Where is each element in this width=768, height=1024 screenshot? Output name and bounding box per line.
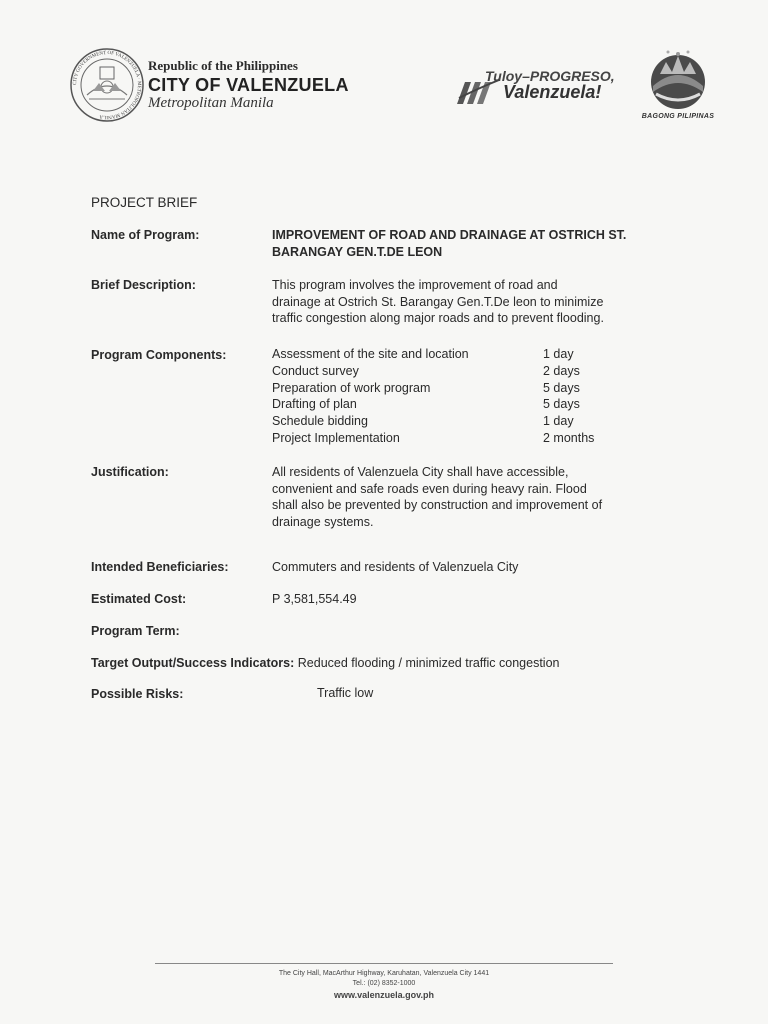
- component-name: Schedule bidding: [272, 414, 368, 429]
- beneficiaries: Commuters and residents of Valenzuela City: [272, 560, 519, 574]
- component-duration: 1 day: [543, 347, 574, 361]
- bagong-pilipinas-label: BAGONG PILIPINAS: [641, 113, 715, 120]
- city-seal-icon: [69, 47, 145, 123]
- component-name: Drafting of plan: [272, 397, 357, 412]
- description-line: drainage at Ostrich St. Barangay Gen.T.De leon to minimize: [272, 294, 604, 309]
- justification: [272, 464, 602, 530]
- justification-line: convenient and safe roads even during heavy rain. Flood: [272, 481, 587, 496]
- footer-tel: Tel.: (02) 8352-1000: [352, 980, 416, 987]
- program-name-line: BARANGAY GEN.T.DE LEON: [272, 244, 443, 259]
- program-name: [272, 227, 626, 260]
- component-row: [272, 396, 612, 413]
- component-name: Preparation of work program: [272, 380, 431, 395]
- component-row: [272, 363, 612, 380]
- tagline-line1: Tuloy–PROGRESO,: [485, 68, 615, 84]
- justification-line: shall also be prevented by construction and improvement of: [272, 498, 603, 512]
- tagline-line2: Valenzuela!: [503, 82, 602, 102]
- component-row: [272, 380, 612, 397]
- component-duration: 5 days: [543, 397, 580, 412]
- component-name: Project Implementation: [272, 430, 400, 445]
- letterhead: [148, 58, 349, 112]
- republic-line: Republic of the Philippines: [148, 58, 298, 73]
- term-label: Program Term:: [91, 624, 180, 638]
- target-row: [91, 656, 559, 670]
- risks-label: Possible Risks:: [91, 687, 184, 701]
- estimated-cost: P 3,581,554.49: [272, 592, 357, 606]
- city-name: CITY OF VALENZUELA: [148, 75, 349, 95]
- description: [272, 277, 604, 327]
- component-name: Conduct survey: [272, 363, 359, 378]
- components-label: Program Components:: [91, 348, 227, 362]
- component-row: [272, 413, 612, 430]
- description-line: traffic congestion along major roads and to prevent flooding.: [272, 311, 604, 325]
- justification-label: Justification:: [91, 465, 169, 479]
- description-line: This program involves the improvement of road and: [272, 278, 558, 292]
- component-duration: 2 days: [543, 363, 580, 378]
- cost-label: Estimated Cost:: [91, 592, 187, 606]
- component-duration: 2 months: [543, 430, 595, 445]
- document-title: PROJECT BRIEF: [91, 195, 198, 210]
- component-row: [272, 430, 612, 447]
- program-name-line: IMPROVEMENT OF ROAD AND DRAINAGE AT OSTRICH ST.: [272, 228, 627, 242]
- beneficiaries-label: Intended Beneficiaries:: [91, 560, 229, 574]
- description-label: Brief Description:: [91, 278, 196, 292]
- region-line: Metropolitan Manila: [148, 95, 274, 111]
- tuloy-progreso-logo: [455, 68, 633, 108]
- target-value: Reduced flooding / minimized traffic congestion: [297, 656, 560, 670]
- footer-address: The City Hall, MacArthur Highway, Karuhatan, Valenzuela City 1441: [278, 970, 490, 977]
- target-label: Target Output/Success Indicators:: [91, 656, 298, 670]
- component-duration: 5 days: [543, 380, 580, 395]
- component-duration: 1 day: [543, 414, 574, 429]
- bagong-pilipinas-logo-icon: [638, 44, 718, 110]
- justification-line: All residents of Valenzuela City shall have accessible,: [272, 465, 569, 479]
- name-label: Name of Program:: [91, 228, 200, 242]
- risks-value: Traffic low: [317, 686, 374, 700]
- footer-website: www.valenzuela.gov.ph: [333, 990, 435, 1000]
- justification-line: drainage systems.: [272, 514, 374, 529]
- component-row: [272, 346, 612, 363]
- svg-text:CITY GOVERNMENT OF VALENZUELA: CITY GOVERNMENT OF VALENZUELA · METROPOLITAN MANILA: [72, 50, 142, 120]
- component-name: Assessment of the site and location: [272, 347, 469, 361]
- components-list: [272, 346, 612, 447]
- footer-rule: [155, 963, 613, 964]
